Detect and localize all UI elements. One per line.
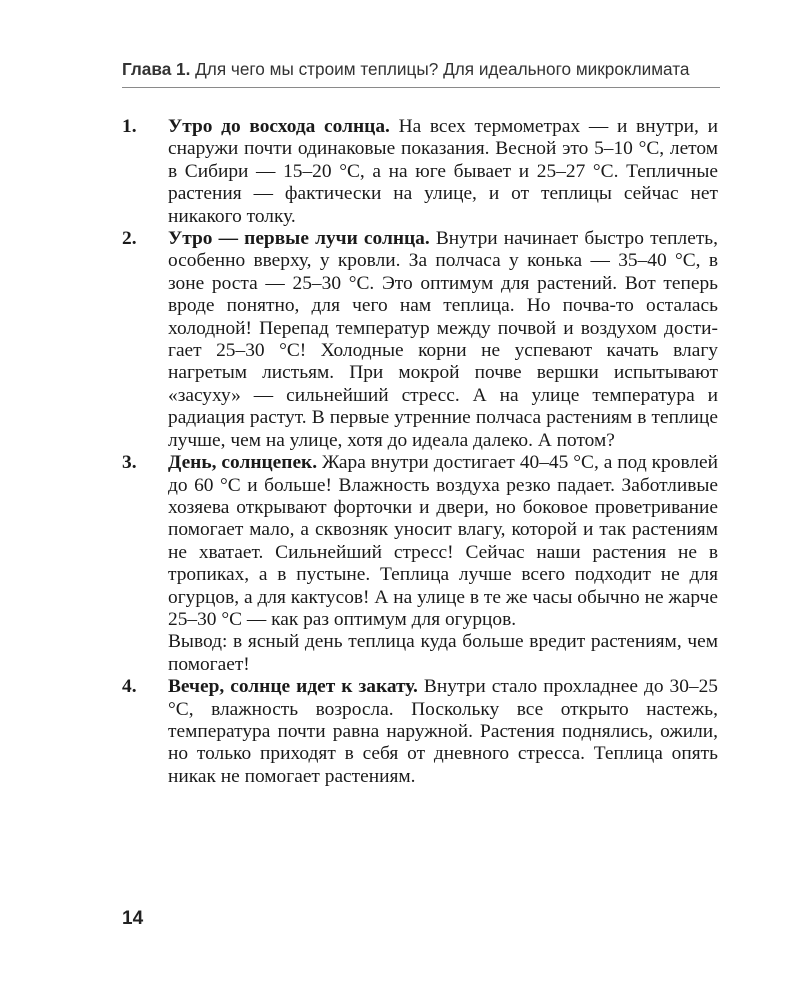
- item-text: Внутри начинает быстро теплеть, особенно вверху, у кровли. За полчаса у конька — 35–40 °С, в зоне роста — 25–30 °С. Это оптимум для растений. Вот теперь вроде понятно, для чего нам теплица. Но почва-то осталась холодной! Перепад температур между почвой и воздухом достигает 25–30 °С! Холодные корни не успевают качать влагу нагретым листьям. При мокрой почве вершки испытывают «засуху» — сильнейший стресс. А на улице температура и радиация растут. В первые утренние полчаса растениям в теплице лучше, чем на улице, хотя до идеала далеко. А потом?: [168, 228, 718, 451]
- item-paragraph: [168, 676, 718, 788]
- item-lead: День, солнцепек.: [168, 452, 318, 474]
- body-text: [122, 116, 718, 788]
- item-number: 4.: [122, 676, 137, 698]
- item-text: Жара внутри достигает 40–45 °С, а под кровлей до 60 °С и больше! Влажность воздуха резко падает. Заботливые хозяева открывают форточки и двери, но боковое проветривание помогает мало, а сквозняк уносит влагу, которой и так растениям не хватает. Сильнейший стресс! Сейчас наши растения не в тропиках, а в пустыне. Теплица лучше всего подходит не для огурцов, а для кактусов! А на улице в те же часы обычно не жарче 25–30 °С — как раз оптимум для огурцов.: [168, 452, 719, 630]
- item-paragraph: [168, 116, 718, 228]
- item-paragraph: [168, 228, 718, 452]
- list-item-1: [122, 116, 718, 228]
- item-paragraph: [168, 452, 718, 631]
- page-number: 14: [122, 908, 144, 929]
- chapter-label: Глава 1.: [122, 59, 191, 79]
- list-item-4: [122, 676, 718, 788]
- item-number: 2.: [122, 228, 137, 250]
- item-lead: Утро до восхода солнца.: [168, 116, 390, 137]
- item-number: 3.: [122, 452, 137, 474]
- header-rule: [122, 87, 720, 88]
- item-lead: Утро — первые лучи солнца.: [168, 228, 430, 250]
- item-text: Внутри стало прохладнее до 30–25 °С, влажность возросла. Поскольку все открыто настежь, температура почти равна наружной. Растения поднялись, ожили, но только приходят в себя от дневного стресса. Теплица опять никак не помогает растениям.: [168, 676, 719, 787]
- running-head: [122, 58, 720, 80]
- item-text: На всех термометрах — и внутри, и снаружи почти одинаковые показания. Весной это 5–10 °С, летом в Сибири — 15–20 °С, а на юге бывает и 25–27 °С. Тепличные растения — фактически на улице, и от теплицы сейчас нет никакого толку.: [168, 116, 718, 227]
- list-item-2: [122, 228, 718, 452]
- list-item-3: [122, 452, 718, 631]
- item-conclusion: Вывод: в ясный день теплица куда больше вредит растениям, чем помогает!: [168, 631, 718, 675]
- item-lead: Вечер, солнце идет к закату.: [168, 676, 418, 698]
- item-number: 1.: [122, 116, 137, 137]
- chapter-title: Для чего мы строим теплицы? Для идеального микроклимата: [190, 59, 690, 79]
